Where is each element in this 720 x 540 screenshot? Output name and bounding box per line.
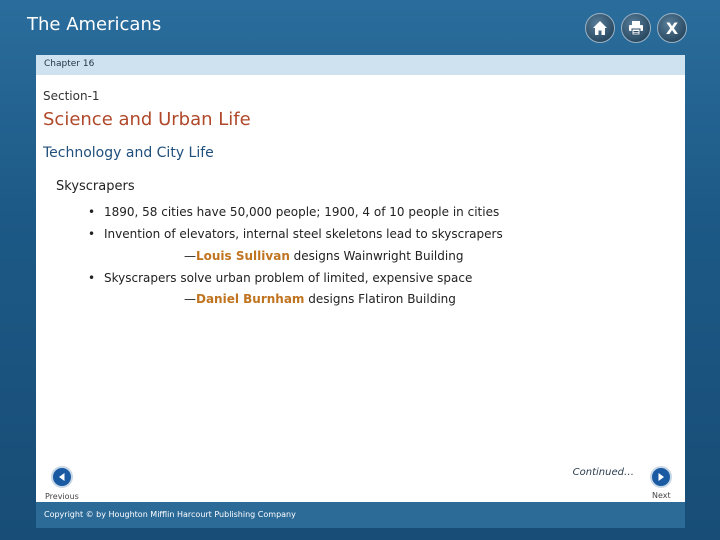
next-button[interactable] xyxy=(650,466,672,488)
previous-label[interactable]: Previous xyxy=(45,492,79,501)
bullet-dot: • xyxy=(88,205,96,219)
footer-bar xyxy=(36,502,685,528)
top-toolbar xyxy=(585,13,687,43)
bullet-dot: • xyxy=(88,271,96,285)
topic-heading: Skyscrapers xyxy=(56,179,135,194)
app-title: The Americans xyxy=(27,14,162,35)
sub-line-prefix: — xyxy=(184,292,196,306)
print-button[interactable] xyxy=(621,13,651,43)
home-icon xyxy=(592,20,608,36)
close-icon: X xyxy=(665,18,679,38)
print-icon xyxy=(628,20,644,36)
bullet-text: Invention of elevators, internal steel skeletons lead to skyscrapers xyxy=(104,227,503,241)
next-label[interactable]: Next xyxy=(652,491,671,500)
sub-line-text: designs Wainwright Building xyxy=(289,249,464,263)
bullet-dot: • xyxy=(88,227,96,241)
sub-line-text: designs Flatiron Building xyxy=(304,292,456,306)
chapter-label: Chapter 16 xyxy=(44,59,95,69)
bullet-text: 1890, 58 cities have 50,000 people; 1900, 4 of 10 people in cities xyxy=(104,205,500,219)
slide-content xyxy=(36,75,685,502)
list-item xyxy=(88,271,472,285)
person-name: Daniel Burnham xyxy=(196,292,305,306)
arrow-left-icon xyxy=(57,472,67,482)
sub-line xyxy=(184,249,463,263)
list-item xyxy=(88,227,503,241)
home-button[interactable] xyxy=(585,13,615,43)
continued-label: Continued… xyxy=(572,467,634,478)
close-button[interactable] xyxy=(657,13,687,43)
arrow-right-icon xyxy=(656,472,666,482)
page-subtitle: Technology and City Life xyxy=(43,145,214,161)
sub-line xyxy=(184,292,456,306)
person-name: Louis Sullivan xyxy=(196,249,290,263)
section-label: Section-1 xyxy=(43,89,100,103)
sub-line-prefix: — xyxy=(184,249,196,263)
bullet-text: Skyscrapers solve urban problem of limited, expensive space xyxy=(104,271,473,285)
page-title: Science and Urban Life xyxy=(43,109,251,130)
previous-button[interactable] xyxy=(51,466,73,488)
list-item xyxy=(88,205,499,219)
chapter-bar xyxy=(36,55,685,75)
copyright-text: Copyright © by Houghton Mifflin Harcourt Publishing Company xyxy=(44,510,296,519)
